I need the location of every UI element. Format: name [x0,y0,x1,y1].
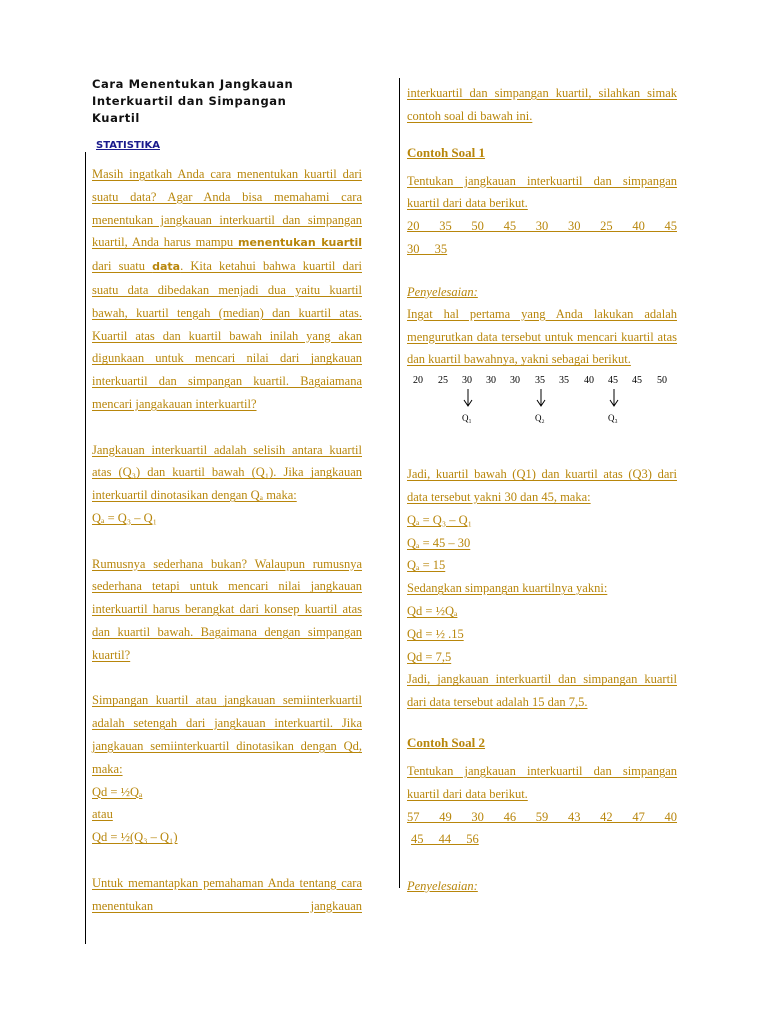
sorted-value: 25 [438,375,448,387]
sorted-value: 20 [413,375,423,387]
simpangan-intro: Sedangkan simpangan kuartilnya yakni: [407,581,608,596]
article-title [92,76,362,127]
conclusion-paragraph: Jadi, jangkauan interkuartil dan simpangan kuartil dari data tersebut adalah 15 dan 7,5. [407,672,677,710]
calc-line: Qd = 7,5 [407,649,452,664]
quartile-result-paragraph: Jadi, kuartil bawah (Q1) dan kuartil atas (Q3) dari data tersebut yakni 30 dan 45, maka: [407,467,677,504]
title-line: Cara Menentukan Jangkauan [92,77,294,91]
calc-line: Qₐ = Q₃ – Q₁ [407,512,473,527]
title-line: Kuartil [92,111,140,125]
arrow-down-icon [463,389,473,407]
q1-label: Q₁ [462,413,472,424]
link-menentukan-kuartil[interactable]: menentukan kuartil [237,236,363,250]
q2-label: Q₂ [535,413,545,424]
category-link[interactable]: STATISTIKA [96,140,160,151]
arrow-down-icon [536,389,546,407]
text-span: Masih ingatkah Anda cara menentukan kuartil dari suatu data? Agar Anda bisa memahami cara menentukan jangkauan interkuartil dan simpangan kuartil, Anda harus mampu [92,167,362,250]
sorted-value: 45 [608,375,618,387]
definition-paragraph: Jangkauan interkuartil adalah selisih antara kuartil atas (Q₃) dan kuartil bawah (Q₁). Jika jangkauan interkuartil dinotasikan dengan Qₐ maka: [92,442,362,503]
sorted-value: 30 [486,375,496,387]
example-2-heading: Contoh Soal 2 [407,734,486,750]
title-line: Interkuartil dan Simpangan [92,94,287,108]
example-2-data-line-2: 45 44 56 [411,832,479,847]
sorted-value: 30 [510,375,520,387]
example-2-prompt: Tentukan jangkauan interkuartil dan simpangan kuartil dari data berikut. [407,763,677,801]
example-1-prompt: Tentukan jangkauan interkuartil dan simpangan kuartil dari data berikut. [407,173,677,211]
right-column [407,82,677,897]
calc-line: Qₐ = 15 [407,558,446,573]
calc-line: Qd = ½ .15 [407,626,464,641]
sorted-data-diagram [407,375,677,435]
explanation-paragraph: Rumusnya sederhana bukan? Walaupun rumusnya sederhana tetapi untuk mencari nilai jangkauan interkuartil harus berangkat dari konsep kuartil atas dan kuartil bawah. Bagaimana dengan simpangan kuartil? [92,556,362,662]
left-margin-rule [85,152,86,944]
solution-label-2: Penyelesaian: [407,879,478,894]
sorted-value: 35 [559,375,569,387]
solution-label: Penyelesaian: [407,284,478,299]
text-span: . Kita ketahui bahwa kuartil dari suatu data dibedakan menjadi dua yaitu kuartil bawah, kuartil tengah (median) dan kuartil atas. Kuartil atas dan kuartil bawah inilah yang akan digunkaan untuk mencari nilai dari jangkauan interkuartil dan simpangan kuartil. Bagaiamana mencari jangakauan interkuartil? [92,259,362,411]
sorted-value: 40 [584,375,594,387]
formula-qd-2: Qd = ½(Q₃ – Q₁) [92,830,178,845]
example-2-data-line-1: 57 49 30 46 59 43 42 47 40 [407,809,677,824]
sorted-value: 45 [632,375,642,387]
solution-paragraph: Ingat hal pertama yang Anda lakukan adalah mengurutkan data tersebut untuk mencari kuartil atas dan kuartil bawahnya, yakni sebagai berikut. [407,306,677,367]
column-divider [399,78,400,888]
sorted-value: 30 [462,375,472,387]
left-column [92,76,362,917]
closing-paragraph: Untuk memantapkan pemahaman Anda tentang cara menentukan jangkauan [92,875,362,913]
example-1-data-line-2: 30 35 [407,241,448,256]
formula-qd-1: Qd = ½Qₐ [92,784,143,799]
simpangan-paragraph: Simpangan kuartil atau jangkauan semiinterkuartil adalah setengah dari jangkauan interkuartil. Jika jangkauan semiinterkuartil dinotasikan dengan Qd, maka: [92,693,362,776]
calc-line: Qₐ = 45 – 30 [407,535,471,550]
formula-qa: Qₐ = Q₃ – Q₁ [92,510,158,525]
formula-or: atau [92,807,113,822]
text-span: dari suatu [92,259,153,274]
calc-line: Qd = ½Qₐ [407,603,458,618]
intro-paragraph [92,163,362,416]
sorted-value: 35 [535,375,545,387]
continuation-paragraph: interkuartil dan simpangan kuartil, silahkan simak contoh soal di bawah ini. [407,86,677,123]
q3-label: Q₃ [608,413,618,424]
example-1-heading: Contoh Soal 1 [407,144,486,160]
arrow-down-icon [609,389,619,407]
example-1-data-line-1: 20 35 50 45 30 30 25 40 45 [407,219,677,234]
link-data[interactable]: data [152,260,181,274]
sorted-value: 50 [657,375,667,387]
